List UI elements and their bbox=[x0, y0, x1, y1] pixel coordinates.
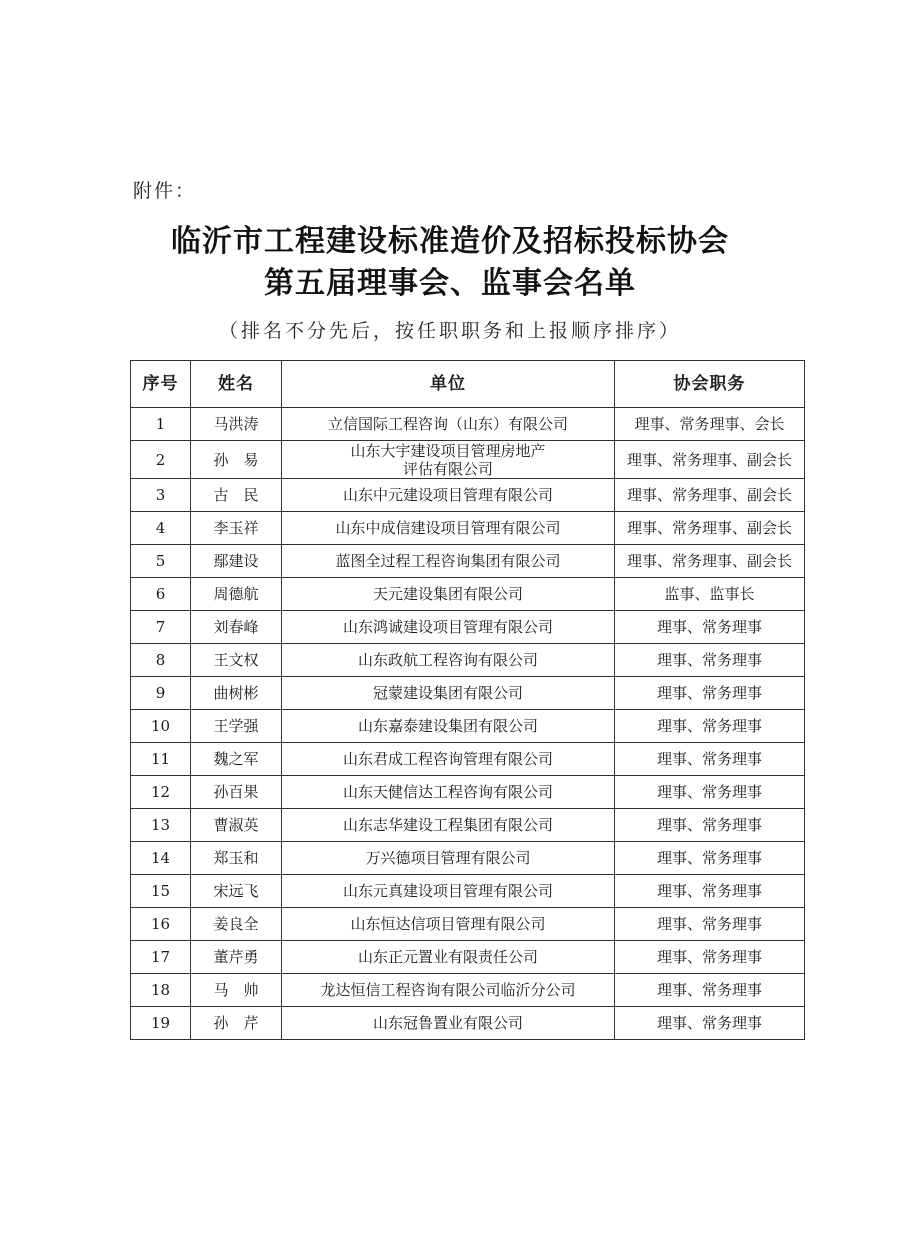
cell-name: 魏之军 bbox=[191, 743, 282, 776]
cell-role: 理事、常务理事 bbox=[615, 974, 805, 1007]
table-row bbox=[131, 644, 805, 677]
attachment-label: 附件： bbox=[133, 180, 197, 202]
cell-role: 理事、常务理事、副会长 bbox=[615, 479, 805, 512]
cell-unit: 山东冠鲁置业有限公司 bbox=[282, 1007, 615, 1040]
cell-role: 监事、监事长 bbox=[615, 578, 805, 611]
cell-index: 1 bbox=[131, 408, 191, 441]
cell-role: 理事、常务理事 bbox=[615, 1007, 805, 1040]
cell-name: 李玉祥 bbox=[191, 512, 282, 545]
cell-index: 18 bbox=[131, 974, 191, 1007]
header-unit: 单位 bbox=[282, 361, 615, 408]
cell-role: 理事、常务理事、副会长 bbox=[615, 441, 805, 479]
table-header-row bbox=[131, 361, 805, 408]
cell-index: 9 bbox=[131, 677, 191, 710]
cell-index: 3 bbox=[131, 479, 191, 512]
cell-unit: 蓝图全过程工程咨询集团有限公司 bbox=[282, 545, 615, 578]
ordering-note: （排名不分先后，按任职职务和上报顺序排序） bbox=[218, 320, 681, 342]
cell-index: 5 bbox=[131, 545, 191, 578]
cell-role: 理事、常务理事 bbox=[615, 908, 805, 941]
cell-unit: 山东正元置业有限责任公司 bbox=[282, 941, 615, 974]
cell-unit: 山东恒达信项目管理有限公司 bbox=[282, 908, 615, 941]
cell-name: 董芹勇 bbox=[191, 941, 282, 974]
table-row bbox=[131, 809, 805, 842]
cell-role: 理事、常务理事、副会长 bbox=[615, 512, 805, 545]
cell-unit: 龙达恒信工程咨询有限公司临沂分公司 bbox=[282, 974, 615, 1007]
cell-index: 12 bbox=[131, 776, 191, 809]
cell-name: 鄢建设 bbox=[191, 545, 282, 578]
cell-index: 19 bbox=[131, 1007, 191, 1040]
header-role: 协会职务 bbox=[615, 361, 805, 408]
table-row bbox=[131, 441, 805, 479]
table-row bbox=[131, 545, 805, 578]
table-row bbox=[131, 408, 805, 441]
table-row bbox=[131, 875, 805, 908]
cell-role: 理事、常务理事 bbox=[615, 809, 805, 842]
cell-name: 马洪涛 bbox=[191, 408, 282, 441]
table-row bbox=[131, 941, 805, 974]
cell-unit: 山东大宇建设项目管理房地产 评估有限公司 bbox=[282, 441, 615, 479]
cell-name: 孙 易 bbox=[191, 441, 282, 479]
table-row bbox=[131, 578, 805, 611]
cell-role: 理事、常务理事 bbox=[615, 941, 805, 974]
header-name: 姓名 bbox=[191, 361, 282, 408]
table-row bbox=[131, 479, 805, 512]
header-index: 序号 bbox=[131, 361, 191, 408]
cell-name: 曲树彬 bbox=[191, 677, 282, 710]
cell-name: 刘春峰 bbox=[191, 611, 282, 644]
table-row bbox=[131, 776, 805, 809]
table-row bbox=[131, 710, 805, 743]
cell-index: 16 bbox=[131, 908, 191, 941]
cell-index: 13 bbox=[131, 809, 191, 842]
cell-unit: 山东君成工程咨询管理有限公司 bbox=[282, 743, 615, 776]
cell-role: 理事、常务理事 bbox=[615, 743, 805, 776]
cell-unit: 山东天健信达工程咨询有限公司 bbox=[282, 776, 615, 809]
cell-name: 曹淑英 bbox=[191, 809, 282, 842]
cell-index: 10 bbox=[131, 710, 191, 743]
cell-unit: 山东元真建设项目管理有限公司 bbox=[282, 875, 615, 908]
cell-unit: 山东政航工程咨询有限公司 bbox=[282, 644, 615, 677]
cell-role: 理事、常务理事 bbox=[615, 677, 805, 710]
cell-name: 周德航 bbox=[191, 578, 282, 611]
cell-index: 4 bbox=[131, 512, 191, 545]
cell-index: 17 bbox=[131, 941, 191, 974]
cell-name: 宋远飞 bbox=[191, 875, 282, 908]
cell-unit: 天元建设集团有限公司 bbox=[282, 578, 615, 611]
cell-unit: 立信国际工程咨询（山东）有限公司 bbox=[282, 408, 615, 441]
cell-role: 理事、常务理事 bbox=[615, 776, 805, 809]
document-title-line1: 临沂市工程建设标准造价及招标投标协会 bbox=[171, 224, 729, 259]
cell-name: 姜良全 bbox=[191, 908, 282, 941]
table-row bbox=[131, 743, 805, 776]
table-row bbox=[131, 842, 805, 875]
cell-role: 理事、常务理事 bbox=[615, 644, 805, 677]
cell-name: 孙 芹 bbox=[191, 1007, 282, 1040]
cell-index: 11 bbox=[131, 743, 191, 776]
cell-name: 孙百果 bbox=[191, 776, 282, 809]
cell-name: 马 帅 bbox=[191, 974, 282, 1007]
cell-role: 理事、常务理事 bbox=[615, 611, 805, 644]
cell-unit: 万兴德项目管理有限公司 bbox=[282, 842, 615, 875]
cell-name: 王学强 bbox=[191, 710, 282, 743]
cell-role: 理事、常务理事、会长 bbox=[615, 408, 805, 441]
cell-name: 王文权 bbox=[191, 644, 282, 677]
member-roster-table bbox=[130, 360, 805, 1040]
table-row bbox=[131, 611, 805, 644]
table-row bbox=[131, 908, 805, 941]
cell-role: 理事、常务理事、副会长 bbox=[615, 545, 805, 578]
cell-index: 6 bbox=[131, 578, 191, 611]
cell-role: 理事、常务理事 bbox=[615, 842, 805, 875]
cell-unit: 山东鸿诚建设项目管理有限公司 bbox=[282, 611, 615, 644]
cell-unit: 山东中成信建设项目管理有限公司 bbox=[282, 512, 615, 545]
cell-unit: 山东中元建设项目管理有限公司 bbox=[282, 479, 615, 512]
document-title-line2: 第五届理事会、监事会名单 bbox=[264, 266, 636, 301]
table-row bbox=[131, 974, 805, 1007]
cell-unit: 山东嘉泰建设集团有限公司 bbox=[282, 710, 615, 743]
cell-role: 理事、常务理事 bbox=[615, 875, 805, 908]
table-row bbox=[131, 677, 805, 710]
cell-name: 郑玉和 bbox=[191, 842, 282, 875]
table-row bbox=[131, 512, 805, 545]
cell-index: 8 bbox=[131, 644, 191, 677]
cell-unit: 山东志华建设工程集团有限公司 bbox=[282, 809, 615, 842]
table-row bbox=[131, 1007, 805, 1040]
cell-role: 理事、常务理事 bbox=[615, 710, 805, 743]
cell-unit: 冠蒙建设集团有限公司 bbox=[282, 677, 615, 710]
table-body bbox=[131, 408, 805, 1040]
cell-index: 15 bbox=[131, 875, 191, 908]
cell-index: 2 bbox=[131, 441, 191, 479]
cell-index: 7 bbox=[131, 611, 191, 644]
cell-name: 古 民 bbox=[191, 479, 282, 512]
cell-index: 14 bbox=[131, 842, 191, 875]
